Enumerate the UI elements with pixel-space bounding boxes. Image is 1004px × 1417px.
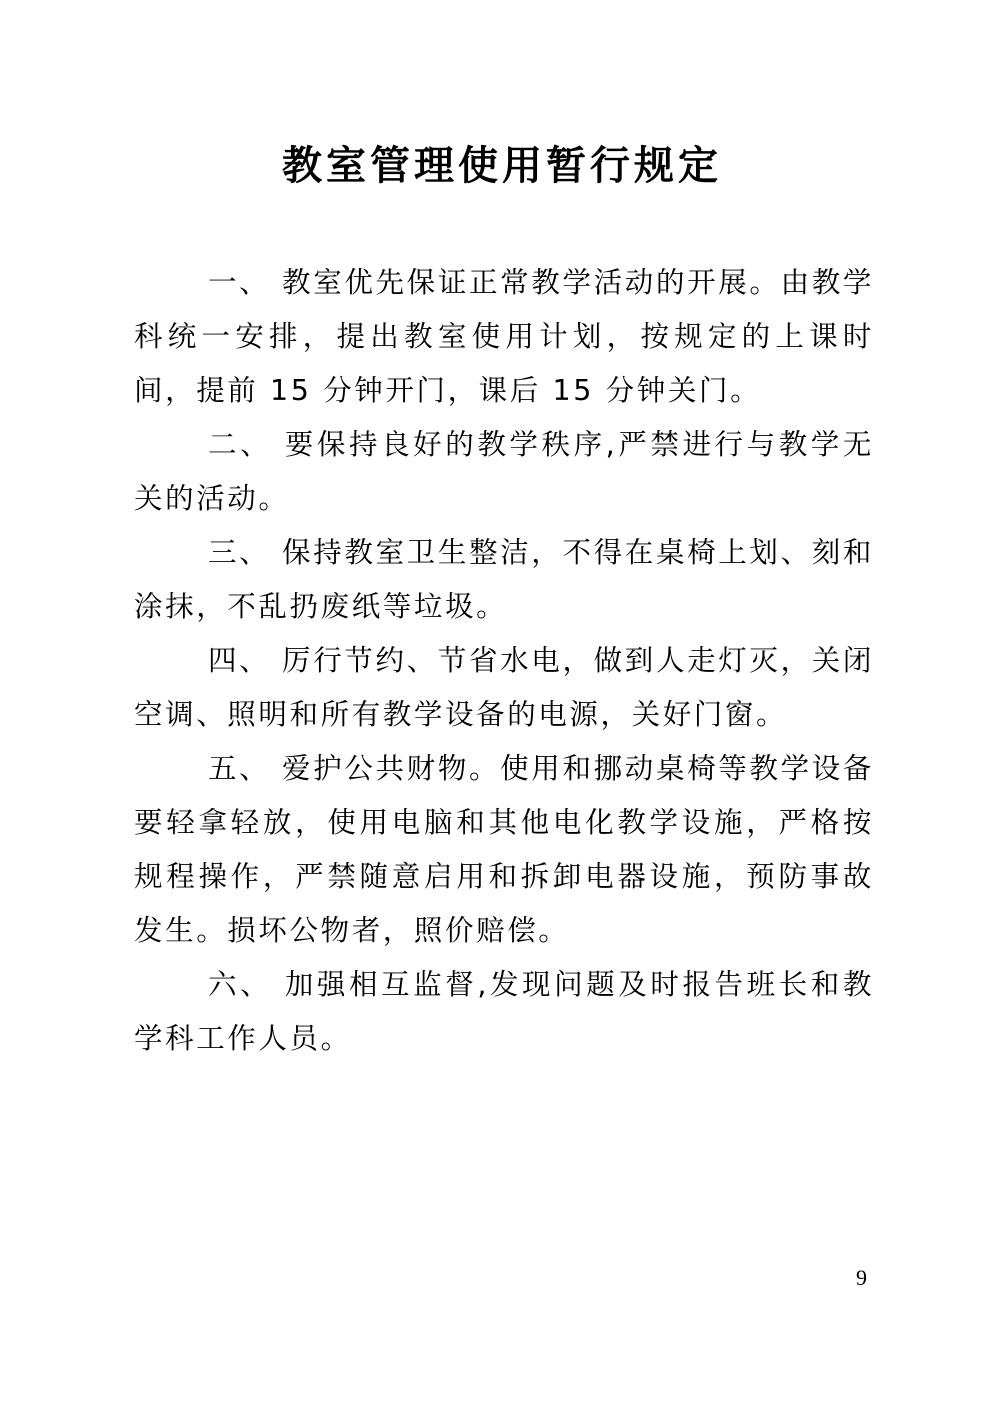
page-number: 9: [856, 1265, 867, 1290]
paragraph-5: 五、 爱护公共财物。使用和挪动桌椅等教学设备要轻拿轻放，使用电脑和其他电化教学设施，严格按规程操作，严禁随意启用和拆卸电器设施，预防事故发生。损坏公物者，照价赔偿。: [134, 752, 874, 947]
document-title: 教室管理使用暂行规定: [282, 143, 722, 189]
paragraph-6: 六、 加强相互监督,发现问题及时报告班长和教学科工作人员。: [134, 968, 874, 1055]
paragraph-3: 三、 保持教室卫生整洁，不得在桌椅上划、刻和涂抹，不乱扔废纸等垃圾。: [134, 536, 874, 623]
paragraph-4: 四、 厉行节约、节省水电，做到人走灯灭，关闭空调、照明和所有教学设备的电源，关好门窗。: [134, 644, 874, 731]
paragraph-1: 一、 教室优先保证正常教学活动的开展。由教学科统一安排，提出教室使用计划，按规定的上课时间，提前 15 分钟开门，课后 15 分钟关门。: [134, 266, 874, 407]
document-body: [134, 256, 874, 1066]
paragraph-2: 二、 要保持良好的教学秩序,严禁进行与教学无关的活动。: [134, 428, 874, 515]
